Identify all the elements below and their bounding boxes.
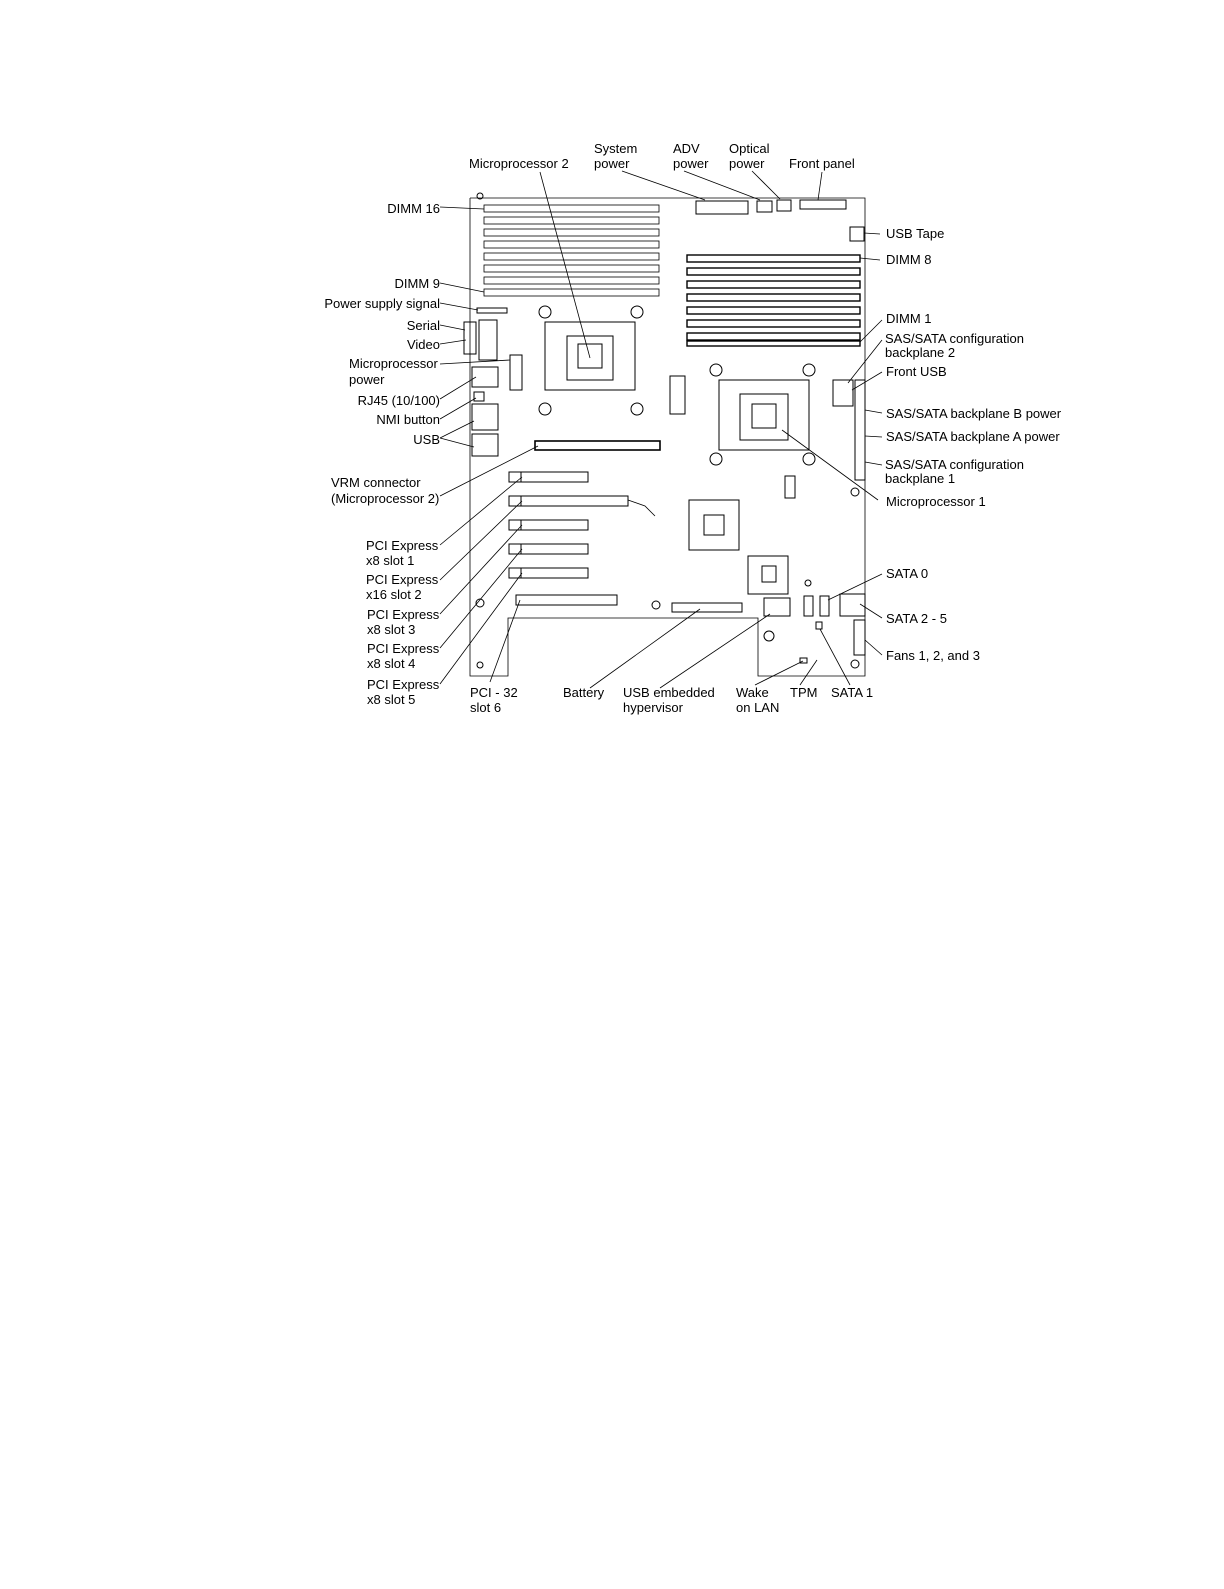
dimm-slots-9-16	[484, 205, 659, 296]
label-usb-tape: USB Tape	[886, 226, 945, 241]
pci-slots	[509, 472, 655, 605]
front-usb-connector	[833, 380, 853, 406]
label-usb: USB	[413, 432, 440, 447]
label-adv-power-line1: ADV	[673, 141, 700, 156]
label-video: Video	[406, 337, 440, 352]
label-vrm-connector-line2: (Microprocessor 2)	[331, 491, 440, 506]
label-sata-0: SATA 0	[886, 566, 929, 581]
label-pcie-slot4-line1: PCI Express	[367, 641, 440, 656]
label-sas-sata-config-bp2-line1: SAS/SATA configuration	[885, 331, 1024, 346]
label-dimm-9: DIMM 9	[394, 276, 440, 291]
usb-connector-1	[472, 404, 498, 430]
label-front-panel: Front panel	[789, 156, 855, 171]
memory-component	[670, 376, 685, 414]
label-pcie-slot2-line2: x16 slot 2	[366, 587, 422, 602]
label-pci32-line1: PCI - 32	[470, 685, 518, 700]
label-sas-sata-config-bp2-line2: backplane 2	[885, 345, 956, 360]
sas-sata-power-connectors	[855, 380, 865, 480]
optical-power-connector	[777, 200, 791, 211]
label-microprocessor-1: Microprocessor 1	[886, 494, 986, 509]
label-sas-sata-config-bp1-line1: SAS/SATA configuration	[885, 457, 1024, 472]
label-microprocessor-power-line1: Microprocessor	[349, 356, 438, 371]
sata-0-connector	[804, 596, 813, 616]
system-power-connector	[696, 201, 748, 214]
label-microprocessor-2: Microprocessor 2	[469, 156, 569, 171]
label-dimm-1: DIMM 1	[886, 311, 932, 326]
bmc-chip-core	[762, 566, 776, 582]
label-dimm-16: DIMM 16	[387, 201, 440, 216]
label-usb-hypervisor-line1: USB embedded	[623, 685, 715, 700]
label-serial: Serial	[406, 318, 440, 333]
label-front-usb: Front USB	[886, 364, 947, 379]
bmc-chip	[748, 556, 788, 594]
label-system-power-line2: power	[594, 156, 630, 171]
chipset	[689, 500, 739, 550]
chipset-core	[704, 515, 724, 535]
label-pci32-line2: slot 6	[470, 700, 502, 715]
board-outline	[470, 198, 865, 676]
label-wake-on-lan-line2: on LAN	[736, 700, 780, 715]
label-pcie-slot5-line1: PCI Express	[367, 677, 440, 692]
fans-connector	[854, 620, 865, 655]
label-vrm-connector-line1: VRM connector	[331, 475, 421, 490]
leader-lines	[440, 171, 882, 688]
label-wake-on-lan-line1: Wake	[736, 685, 769, 700]
label-power-supply-signal: Power supply signal	[324, 296, 440, 311]
usb-connector-2	[472, 434, 498, 456]
label-tpm: TPM	[790, 685, 818, 700]
small-component	[785, 476, 795, 498]
label-battery: Battery	[563, 685, 605, 700]
dimm-slots-1-8	[687, 255, 860, 346]
usb-tape-connector	[850, 227, 864, 241]
microprocessor-power-connector	[510, 355, 522, 390]
label-pcie-slot3-line2: x8 slot 3	[367, 622, 416, 637]
label-sas-sata-config-bp1-line2: backplane 1	[885, 471, 956, 486]
label-microprocessor-power-line2: power	[349, 372, 385, 387]
label-system-power-line1: System	[594, 141, 638, 156]
label-pcie-slot2-line1: PCI Express	[366, 572, 439, 587]
label-pcie-slot5-line2: x8 slot 5	[367, 692, 416, 707]
label-pcie-slot4-line2: x8 slot 4	[367, 656, 416, 671]
video-connector	[479, 320, 497, 360]
label-nmi-button: NMI button	[376, 412, 440, 427]
label-sata-1: SATA 1	[831, 685, 874, 700]
label-pcie-slot3-line1: PCI Express	[367, 607, 440, 622]
tpm-header	[816, 622, 822, 629]
microprocessor-1-socket	[710, 364, 815, 465]
battery-connector	[672, 603, 742, 612]
label-pcie-slot1-line2: x8 slot 1	[366, 553, 415, 568]
adv-power-connector	[757, 201, 772, 212]
mounting-holes	[476, 193, 859, 668]
label-optical-power-line2: power	[729, 156, 765, 171]
power-supply-signal-connector	[477, 308, 507, 313]
label-sata-2-5: SATA 2 - 5	[886, 611, 947, 626]
sata-1-connector	[820, 596, 829, 616]
label-sas-sata-bp-a-power: SAS/SATA backplane A power	[886, 429, 1060, 444]
label-rj45: RJ45 (10/100)	[357, 393, 440, 408]
usb-hypervisor-connector	[764, 598, 790, 616]
front-panel-connector	[800, 200, 846, 209]
vrm-connector	[535, 441, 660, 450]
label-usb-hypervisor-line2: hypervisor	[623, 700, 683, 715]
nmi-button	[474, 392, 484, 401]
label-optical-power-line1: Optical	[729, 141, 770, 156]
label-sas-sata-bp-b-power: SAS/SATA backplane B power	[886, 406, 1062, 421]
label-adv-power-line2: power	[673, 156, 709, 171]
microprocessor-2-socket	[539, 306, 643, 415]
label-dimm-8: DIMM 8	[886, 252, 932, 267]
label-pcie-slot1-line1: PCI Express	[366, 538, 439, 553]
label-fans: Fans 1, 2, and 3	[886, 648, 980, 663]
